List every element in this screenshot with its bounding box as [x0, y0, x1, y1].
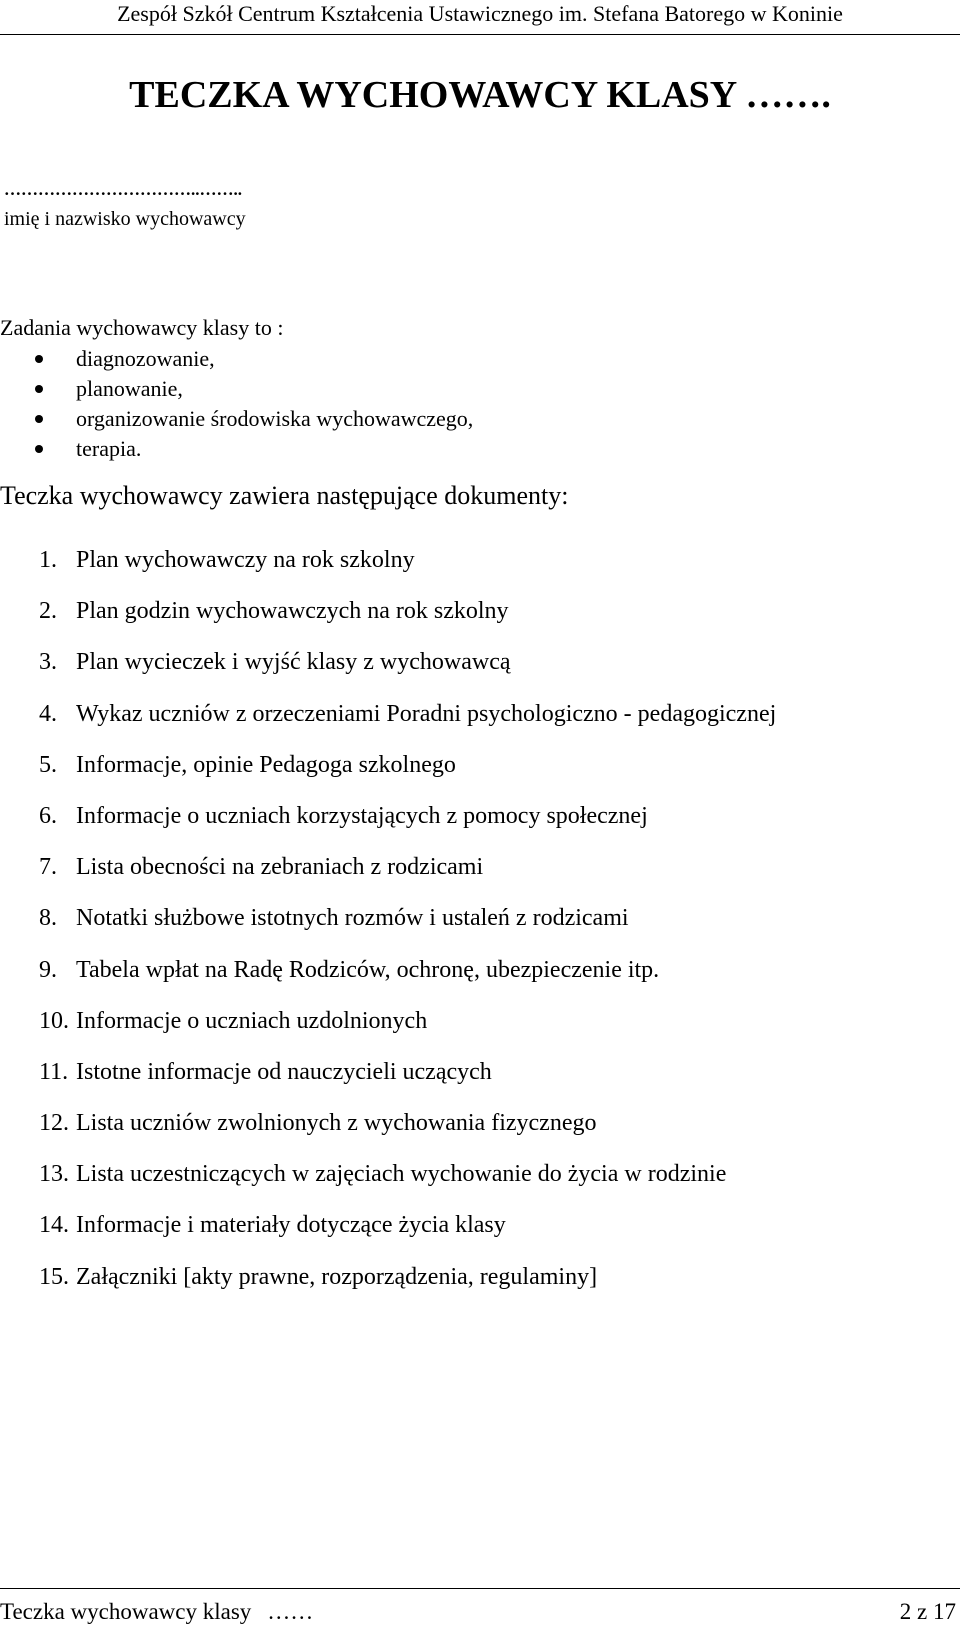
document-item-number: 12.	[39, 1110, 69, 1137]
document-item-number: 5.	[39, 751, 57, 778]
footer-dots: ……	[267, 1599, 314, 1624]
teacher-name-placeholder: ……………………………..……..	[4, 180, 242, 199]
footer-title: Teczka wychowawcy klasy	[0, 1599, 252, 1624]
document-item-number: 9.	[39, 956, 57, 983]
institution-name: Zespół Szkół Centrum Kształcenia Ustawicznego im. Stefana Batorego w Koninie	[117, 1, 843, 26]
task-item	[0, 435, 473, 465]
teacher-name-label: imię i nazwisko wychowawcy	[4, 208, 246, 230]
task-item	[0, 375, 473, 405]
document-item-text: Wykaz uczniów z orzeczeniami Poradni psychologiczno - pedagogicznej	[76, 700, 777, 727]
document-item-text: Tabela wpłat na Radę Rodziców, ochronę, ubezpieczenie itp.	[76, 956, 660, 983]
task-item-text: organizowanie środowiska wychowawczego,	[76, 406, 474, 431]
document-item-text: Informacje i materiały dotyczące życia klasy	[76, 1212, 506, 1239]
document-item-text: Plan godzin wychowawczych na rok szkolny	[76, 598, 509, 625]
document-item-number: 1.	[39, 547, 57, 573]
document-item-text: Notatki służbowe istotnych rozmów i ustaleń z rodzicami	[76, 905, 629, 932]
task-item-text: planowanie,	[76, 376, 183, 401]
document-item-number: 3.	[39, 649, 57, 676]
task-item-text: terapia.	[76, 436, 142, 461]
tasks-list	[0, 345, 473, 465]
page-footer	[0, 1588, 960, 1632]
document-item-text: Załączniki [akty prawne, rozporządzenia, regulaminy]	[76, 1263, 598, 1290]
document-item-number: 6.	[39, 802, 57, 829]
document-item-number: 10.	[39, 1007, 69, 1034]
documents-heading: Teczka wychowawcy zawiera następujące dokumenty:	[0, 481, 569, 510]
document-item-text: Istotne informacje od nauczycieli uczących	[76, 1058, 492, 1085]
bullet-icon	[35, 415, 43, 423]
document-item-number: 8.	[39, 905, 57, 932]
document-item-number: 2.	[39, 598, 57, 625]
document-item-number: 4.	[39, 700, 57, 727]
document-item-number: 13.	[39, 1161, 69, 1188]
tasks-heading: Zadania wychowawcy klasy to :	[0, 315, 284, 340]
document-title: TECZKA WYCHOWAWCY KLASY …….	[129, 74, 831, 116]
document-item-text: Informacje, opinie Pedagoga szkolnego	[76, 751, 456, 778]
document-item-text: Informacje o uczniach korzystających z pomocy społecznej	[76, 802, 648, 829]
bullet-icon	[35, 355, 43, 363]
footer-left	[0, 1597, 313, 1627]
page-header	[0, 0, 960, 35]
bullet-icon	[35, 445, 43, 453]
bullet-icon	[35, 385, 43, 393]
document-item-number: 11.	[39, 1058, 69, 1085]
document-item-text: Lista uczestniczących w zajęciach wychowanie do życia w rodzinie	[76, 1161, 727, 1188]
document-item-number: 14.	[39, 1212, 69, 1239]
task-item	[0, 345, 473, 375]
document-item-text: Lista uczniów zwolnionych z wychowania fizycznego	[76, 1110, 597, 1137]
document-item-text: Informacje o uczniach uzdolnionych	[76, 1007, 428, 1034]
task-item-text: diagnozowanie,	[76, 346, 215, 371]
document-item-number: 7.	[39, 854, 57, 881]
document-item-number: 15.	[39, 1263, 69, 1290]
document-item-text: Lista obecności na zebraniach z rodzicami	[76, 854, 484, 881]
task-item	[0, 405, 473, 435]
document-item-text: Plan wycieczek i wyjść klasy z wychowawcą	[76, 649, 511, 676]
page-number: 2 z 17	[899, 1599, 956, 1624]
document-item-text: Plan wychowawczy na rok szkolny	[76, 547, 415, 573]
